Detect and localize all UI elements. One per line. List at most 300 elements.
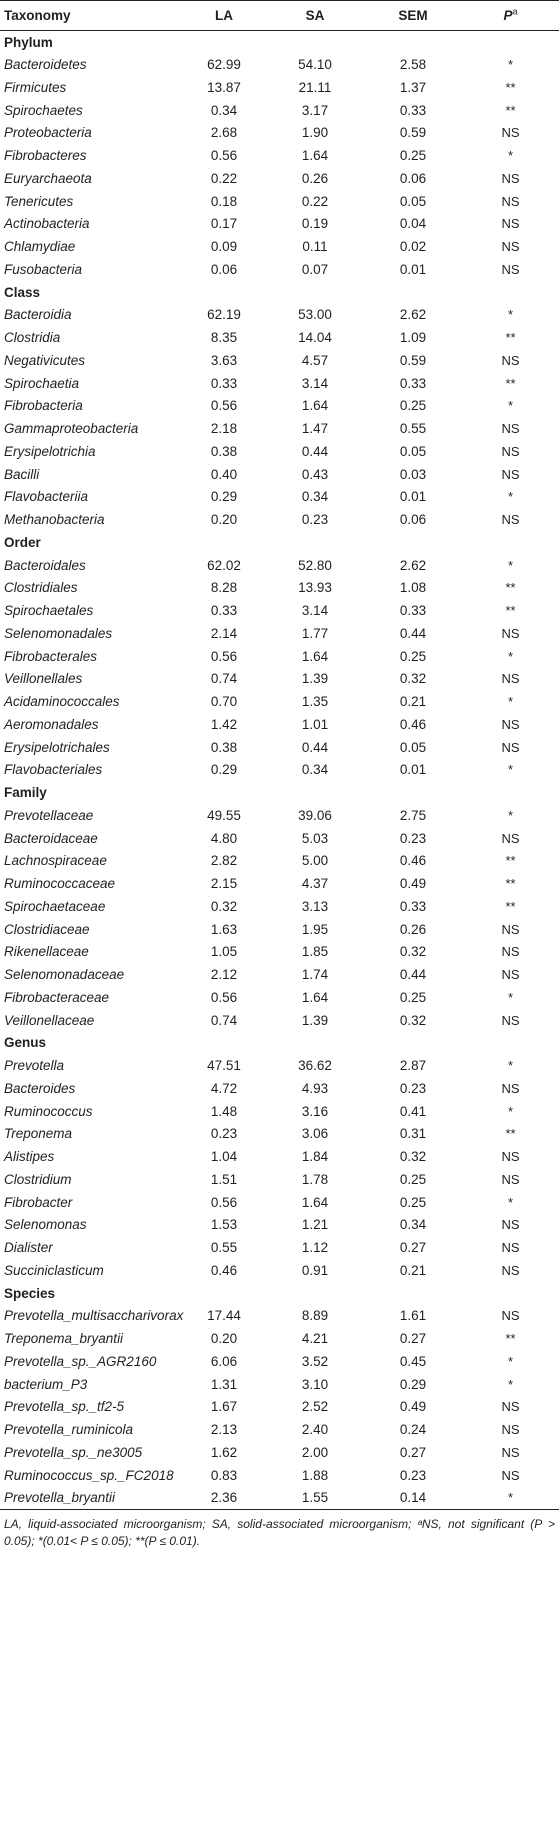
cell-sa: 4.21 (301, 1331, 329, 1347)
cell-p: * (507, 398, 514, 414)
cell-sem: 0.23 (399, 830, 427, 846)
cell-la: 1.67 (210, 1399, 238, 1415)
cell-la: 1.51 (210, 1171, 238, 1187)
table-row (0, 1259, 559, 1282)
cell-name: Clostridium (4, 1171, 72, 1187)
cell-name: Spirochaetales (4, 603, 94, 619)
cell-p: NS (501, 1171, 520, 1187)
table-row (0, 213, 559, 236)
table-row (0, 1009, 559, 1032)
cell-sem: 0.31 (399, 1126, 427, 1142)
table-row (0, 895, 559, 918)
cell-sa: 1.64 (301, 648, 329, 664)
cell-p: * (507, 1376, 514, 1392)
cell-la: 62.19 (207, 307, 241, 323)
cell-p: NS (501, 421, 520, 437)
cell-p: ** (505, 330, 516, 346)
cell-name: Euryarchaeota (4, 170, 92, 186)
cell-la: 0.20 (210, 512, 238, 528)
cell-la: 0.09 (210, 239, 238, 255)
cell-sa: 3.16 (301, 1103, 329, 1119)
table-row (0, 258, 559, 281)
cell-la: 0.56 (210, 148, 238, 164)
cell-p: NS (501, 1399, 520, 1415)
cell-name: Spirochaetes (4, 102, 83, 118)
cell-p: NS (501, 716, 520, 732)
cell-la: 4.80 (210, 830, 238, 846)
cell-name: Prevotella (4, 1058, 65, 1074)
cell-sa: 54.10 (298, 57, 332, 73)
header-row (0, 1, 559, 31)
cell-la: 0.17 (210, 216, 238, 232)
cell-name: Dialister (4, 1240, 53, 1256)
cell-name: Fusobacteria (4, 261, 83, 277)
cell-sem: 0.14 (364, 1487, 462, 1510)
cell-name: Spirochaetia (4, 375, 80, 391)
cell-sa: 4.57 (301, 352, 329, 368)
cell-sem: 0.45 (399, 1353, 427, 1369)
cell-la: 0.33 (210, 375, 238, 391)
cell-sem: 0.03 (399, 466, 427, 482)
cell-p: NS (501, 671, 520, 687)
cell-name: Treponema_bryantii (4, 1331, 124, 1347)
cell-sa: 1.01 (301, 716, 329, 732)
cell-sa: 1.64 (301, 989, 329, 1005)
cell-sa: 4.37 (301, 876, 329, 892)
cell-name: Fibrobacterales (4, 648, 98, 664)
cell-sa: 0.07 (301, 261, 329, 277)
cell-name: Fibrobacteria (4, 398, 83, 414)
cell-name: Ruminococcaceae (4, 876, 116, 892)
cell-name: Veillonellales (4, 671, 83, 687)
cell-p: NS (501, 1422, 520, 1438)
cell-la: 0.06 (210, 261, 238, 277)
header-la: LA (182, 1, 266, 31)
table-row (0, 1077, 559, 1100)
cell-la: 1.63 (210, 921, 238, 937)
cell-sa: 1.77 (301, 625, 329, 641)
cell-la: 2.82 (210, 853, 238, 869)
cell-la: 6.06 (210, 1353, 238, 1369)
cell-name: Selenomonadales (4, 625, 113, 641)
cell-sem: 0.32 (399, 944, 427, 960)
cell-sem: 0.01 (399, 489, 427, 505)
header-sem: SEM (364, 1, 462, 31)
cell-p: * (507, 762, 514, 778)
cell-sem: 0.32 (399, 671, 427, 687)
cell-sem: 0.49 (399, 1399, 427, 1415)
cell-sa: 5.03 (301, 830, 329, 846)
cell-name: Alistipes (4, 1149, 55, 1165)
cell-sa: 1.95 (301, 921, 329, 937)
cell-la: 0.33 (210, 603, 238, 619)
header-taxonomy: Taxonomy (0, 1, 182, 31)
table-row (0, 417, 559, 440)
cell-sa: 0.43 (301, 466, 329, 482)
cell-sem: 0.05 (399, 739, 427, 755)
cell-sa: 0.11 (302, 239, 328, 255)
cell-p: NS (501, 193, 520, 209)
cell-la: 0.56 (210, 398, 238, 414)
cell-name: Methanobacteria (4, 512, 105, 528)
cell-sem: 1.08 (399, 580, 427, 596)
cell-name: Fibrobacteres (4, 148, 87, 164)
cell-sa: 53.00 (298, 307, 332, 323)
cell-sa: 5.00 (301, 853, 329, 869)
cell-sem: 2.58 (399, 57, 427, 73)
header-p-superscript: a (512, 6, 518, 17)
cell-la: 0.70 (210, 694, 238, 710)
cell-name: Prevotella_sp._tf2-5 (4, 1399, 125, 1415)
cell-sa: 1.39 (301, 1012, 329, 1028)
cell-sa: 3.14 (301, 375, 329, 391)
cell-sa: 1.64 (301, 148, 329, 164)
section-header-row (0, 281, 559, 304)
table-row (0, 1305, 559, 1328)
cell-sa: 1.39 (301, 671, 329, 687)
cell-la: 2.36 (182, 1487, 266, 1510)
cell-sa: 1.64 (301, 398, 329, 414)
cell-p: * (507, 489, 514, 505)
cell-la: 0.55 (210, 1240, 238, 1256)
cell-p: ** (505, 1331, 516, 1347)
cell-p: ** (505, 580, 516, 596)
cell-sa: 36.62 (298, 1058, 332, 1074)
cell-sem: 0.26 (399, 921, 427, 937)
cell-sem: 0.23 (399, 1080, 427, 1096)
cell-la: 0.20 (210, 1331, 238, 1347)
table-row (0, 122, 559, 145)
cell-name: Fibrobacter (4, 1194, 73, 1210)
cell-la: 1.62 (210, 1444, 238, 1460)
cell-name: Acidaminococcales (4, 694, 120, 710)
cell-p: * (507, 1058, 514, 1074)
cell-la: 2.15 (210, 876, 238, 892)
cell-sem: 0.25 (399, 1194, 427, 1210)
table-row (0, 645, 559, 668)
cell-sem: 0.06 (399, 170, 427, 186)
cell-name: Veillonellaceae (4, 1012, 95, 1028)
cell-name: Prevotella_bryantii (0, 1487, 182, 1510)
cell-sa: 3.17 (301, 102, 329, 118)
cell-name: Prevotellaceae (4, 807, 94, 823)
cell-sa: 1.21 (301, 1217, 329, 1233)
table-row (0, 395, 559, 418)
header-sa: SA (266, 1, 364, 31)
cell-p: * (507, 989, 514, 1005)
cell-name: bacterium_P3 (4, 1376, 88, 1392)
cell-la: 0.74 (210, 1012, 238, 1028)
cell-sem: 0.59 (399, 352, 427, 368)
cell-name: Selenomonas (4, 1217, 87, 1233)
section-header-row (0, 531, 559, 554)
cell-sa: 0.34 (301, 489, 329, 505)
cell-la: 0.56 (210, 989, 238, 1005)
cell-name: Prevotella_sp._ne3005 (4, 1444, 143, 1460)
cell-la: 0.18 (210, 193, 238, 209)
cell-sa: 8.89 (301, 1308, 329, 1324)
cell-sa: 39.06 (298, 807, 332, 823)
table-row (0, 759, 559, 782)
cell-p: NS (501, 239, 520, 255)
cell-sem: 0.33 (399, 898, 427, 914)
cell-la: 49.55 (207, 807, 241, 823)
cell-sem: 0.33 (399, 603, 427, 619)
cell-name: Bacteroidales (4, 557, 86, 573)
cell-sem: 0.21 (399, 1262, 427, 1278)
table-row (0, 668, 559, 691)
cell-p: NS (501, 1240, 520, 1256)
cell-name: Lachnospiraceae (4, 853, 107, 869)
cell-name: Clostridiales (4, 580, 78, 596)
cell-p: * (507, 148, 514, 164)
table-row (0, 577, 559, 600)
cell-p: * (507, 1194, 514, 1210)
cell-la: 17.44 (207, 1308, 241, 1324)
cell-name: Ruminococcus_sp._FC2018 (4, 1467, 174, 1483)
cell-p: ** (505, 876, 516, 892)
table-row (0, 963, 559, 986)
cell-name: Succiniclasticum (4, 1262, 104, 1278)
cell-p: NS (501, 443, 520, 459)
cell-sa: 3.14 (301, 603, 329, 619)
cell-name: Ruminococcus (4, 1103, 93, 1119)
table-row (0, 850, 559, 873)
cell-sem: 0.27 (399, 1240, 427, 1256)
table-row (0, 690, 559, 713)
table-row (0, 1350, 559, 1373)
cell-p: ** (505, 79, 516, 95)
cell-sem: 0.27 (399, 1444, 427, 1460)
section-title: Species (4, 1285, 56, 1301)
cell-sem: 0.25 (399, 148, 427, 164)
cell-name: Fibrobacteraceae (4, 989, 110, 1005)
cell-la: 1.31 (210, 1376, 238, 1392)
table-row (0, 713, 559, 736)
section-title: Phylum (4, 34, 53, 50)
cell-p: * (507, 1103, 514, 1119)
table-row (0, 326, 559, 349)
cell-sa: 2.40 (301, 1422, 329, 1438)
cell-sem: 2.62 (399, 307, 427, 323)
table-row (0, 372, 559, 395)
cell-sa: 0.44 (301, 443, 329, 459)
cell-sem: 0.44 (399, 625, 427, 641)
cell-la: 0.32 (210, 898, 238, 914)
cell-la: 47.51 (207, 1058, 241, 1074)
cell-sa: 1.55 (266, 1487, 364, 1510)
header-p (462, 1, 559, 31)
cell-name: Selenomonadaceae (4, 967, 125, 983)
cell-sa: 21.11 (298, 79, 332, 95)
table-row (0, 304, 559, 327)
cell-sem: 0.34 (399, 1217, 427, 1233)
cell-name: Prevotella_ruminicola (4, 1422, 134, 1438)
table-row (0, 76, 559, 99)
cell-p: * (507, 694, 514, 710)
cell-p: NS (501, 261, 520, 277)
cell-name: Negativicutes (4, 352, 86, 368)
cell-name: Prevotella_sp._AGR2160 (4, 1353, 157, 1369)
cell-p: NS (501, 125, 520, 141)
table-row (0, 1123, 559, 1146)
cell-sa: 1.35 (301, 694, 329, 710)
cell-p: * (507, 1353, 514, 1369)
table-row (0, 1327, 559, 1350)
cell-sem: 0.04 (399, 216, 427, 232)
table-row (0, 1373, 559, 1396)
cell-la: 0.29 (210, 762, 238, 778)
cell-la: 1.05 (210, 944, 238, 960)
cell-la: 0.22 (210, 170, 238, 186)
cell-sem: 0.32 (399, 1149, 427, 1165)
cell-sa: 1.88 (301, 1467, 329, 1483)
cell-name: Prevotella_multisaccharivorax (4, 1308, 184, 1324)
cell-la: 62.99 (207, 57, 241, 73)
table-row (0, 1464, 559, 1487)
cell-sem: 0.02 (399, 239, 427, 255)
cell-sa: 0.34 (301, 762, 329, 778)
cell-name: Flavobacteriales (4, 762, 103, 778)
table-row (0, 1100, 559, 1123)
cell-p: * (507, 557, 514, 573)
cell-p: * (507, 307, 514, 323)
cell-sa: 1.78 (301, 1171, 329, 1187)
table-row (0, 554, 559, 577)
cell-sem: 0.05 (399, 193, 427, 209)
cell-sem: 0.25 (399, 989, 427, 1005)
cell-p: ** (505, 853, 516, 869)
cell-p: NS (501, 1308, 520, 1324)
cell-name: Aeromonadales (4, 716, 99, 732)
table-row (0, 486, 559, 509)
cell-name: Erysipelotrichales (4, 739, 110, 755)
table-row (0, 872, 559, 895)
cell-la: 0.40 (210, 466, 238, 482)
table-row (0, 349, 559, 372)
table-row (0, 190, 559, 213)
cell-p: NS (501, 944, 520, 960)
cell-name: Clostridiaceae (4, 921, 90, 937)
table-row (0, 941, 559, 964)
cell-p: ** (505, 375, 516, 391)
table-row (0, 804, 559, 827)
cell-sem: 0.25 (399, 648, 427, 664)
table-footnote: LA, liquid-associated microorganism; SA, solid-associated microorganism; ᵃNS, not significant (P > 0.05); *(0.01< P ≤ 0.05); **(P ≤ 0.01). (4, 1516, 555, 1548)
cell-sem: 1.61 (399, 1308, 427, 1324)
cell-sem: 0.27 (399, 1331, 427, 1347)
cell-sa: 0.22 (301, 193, 329, 209)
cell-name: Bacteroidaceae (4, 830, 98, 846)
cell-name: Tenericutes (4, 193, 74, 209)
cell-la: 1.53 (210, 1217, 238, 1233)
cell-sa: 0.91 (301, 1262, 329, 1278)
cell-sem: 0.05 (399, 443, 427, 459)
cell-sem: 0.41 (399, 1103, 427, 1119)
cell-la: 1.48 (210, 1103, 238, 1119)
cell-p: ** (505, 1126, 516, 1142)
cell-p: NS (501, 1262, 520, 1278)
table-row (0, 622, 559, 645)
cell-la: 4.72 (210, 1080, 238, 1096)
cell-sa: 2.00 (301, 1444, 329, 1460)
cell-sem: 0.44 (399, 967, 427, 983)
table-row (0, 53, 559, 76)
section-header-row (0, 1282, 559, 1305)
section-title: Family (4, 785, 47, 801)
cell-sem: 0.24 (399, 1422, 427, 1438)
cell-sa: 2.52 (301, 1399, 329, 1415)
cell-la: 0.56 (210, 1194, 238, 1210)
table-row (0, 918, 559, 941)
cell-sem: 0.23 (399, 1467, 427, 1483)
cell-p: NS (501, 625, 520, 641)
cell-p: NS (501, 512, 520, 528)
cell-la: 13.87 (207, 79, 241, 95)
table-row (0, 144, 559, 167)
table-row (0, 508, 559, 531)
cell-sa: 0.19 (301, 216, 329, 232)
cell-la: 2.18 (210, 421, 238, 437)
cell-sem: 2.75 (399, 807, 427, 823)
cell-la: 0.46 (210, 1262, 238, 1278)
cell-la: 1.04 (210, 1149, 238, 1165)
cell-sem: 0.49 (399, 876, 427, 892)
cell-la: 0.74 (210, 671, 238, 687)
cell-sa: 14.04 (298, 330, 332, 346)
cell-sa: 1.12 (301, 1240, 329, 1256)
cell-name: Proteobacteria (4, 125, 92, 141)
table-row (0, 463, 559, 486)
table-row (0, 1441, 559, 1464)
cell-p: ** (505, 102, 516, 118)
table-row (0, 99, 559, 122)
table-row (0, 1418, 559, 1441)
section-header-row (0, 31, 559, 54)
cell-la: 0.38 (210, 739, 238, 755)
cell-sem: 1.09 (399, 330, 427, 346)
cell-la: 0.34 (210, 102, 238, 118)
cell-p: ** (505, 898, 516, 914)
cell-sa: 3.13 (301, 898, 329, 914)
table-row (0, 827, 559, 850)
cell-la: 2.68 (210, 125, 238, 141)
cell-sem: 0.25 (399, 398, 427, 414)
cell-la: 62.02 (207, 557, 241, 573)
cell-name: Bacilli (4, 466, 40, 482)
cell-name: Actinobacteria (4, 216, 90, 232)
cell-name: Firmicutes (4, 79, 67, 95)
cell-p: * (507, 648, 514, 664)
cell-la: 2.12 (210, 967, 238, 983)
cell-p: NS (501, 830, 520, 846)
cell-name: Rikenellaceae (4, 944, 89, 960)
cell-sem: 0.29 (399, 1376, 427, 1392)
cell-name: Erysipelotrichia (4, 443, 96, 459)
cell-sa: 1.85 (301, 944, 329, 960)
header-p-label: P (503, 8, 513, 23)
cell-sem: 0.55 (399, 421, 427, 437)
cell-sem: 1.37 (399, 79, 427, 95)
cell-la: 0.38 (210, 443, 238, 459)
cell-sa: 3.52 (301, 1353, 329, 1369)
cell-p: ** (505, 603, 516, 619)
cell-name: Bacteroidia (4, 307, 72, 323)
section-title: Class (4, 284, 41, 300)
section-title: Genus (4, 1035, 47, 1051)
cell-sem: 2.87 (399, 1058, 427, 1074)
cell-p: NS (501, 1467, 520, 1483)
